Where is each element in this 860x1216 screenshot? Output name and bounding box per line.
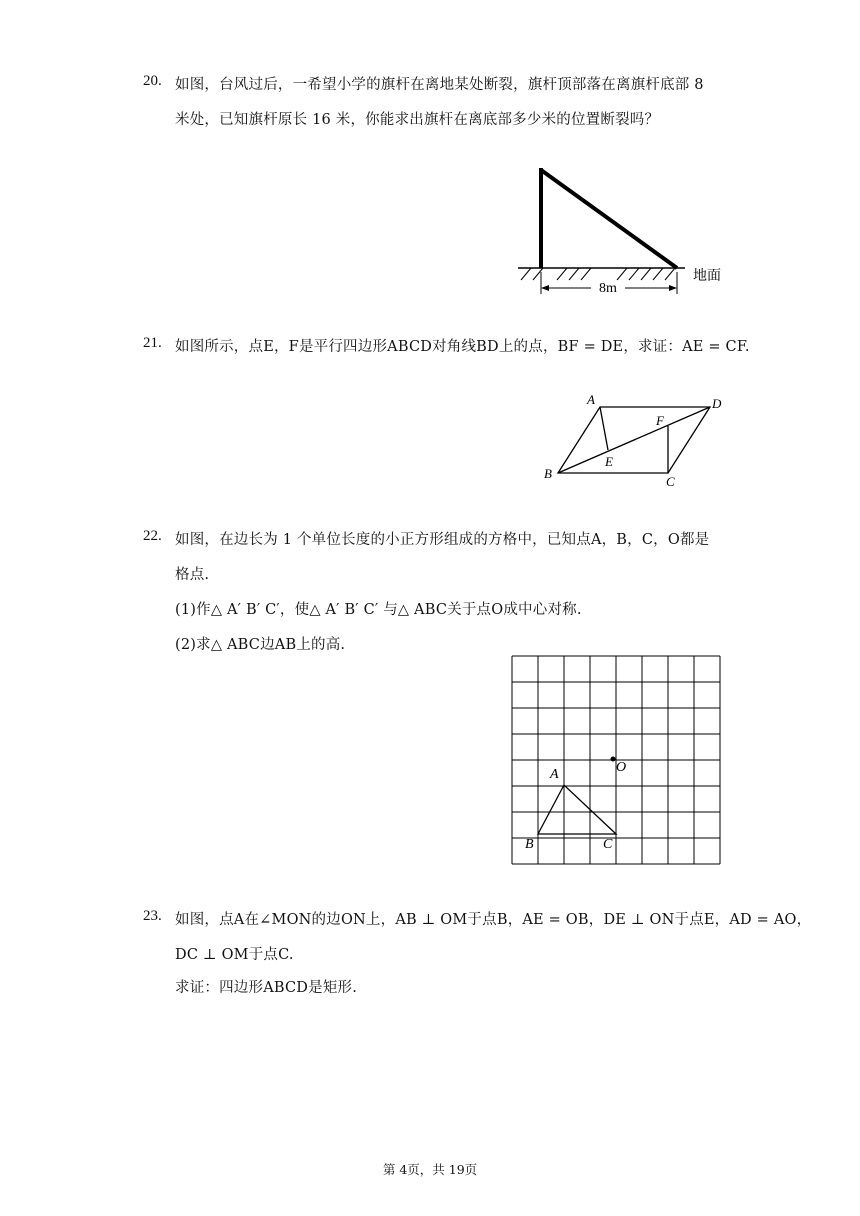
diagonal-BD	[558, 407, 710, 473]
question-text-line: 如图，台风过后，一希望小学的旗杆在离地某处断裂，旗杆顶部落在离旗杆底部 8	[175, 77, 704, 93]
segment-AE	[600, 407, 608, 450]
flagpole-broken-part	[541, 170, 677, 268]
question-number: 21.	[143, 335, 162, 351]
question-part: 求证：四边形ABCD是矩形.	[175, 980, 358, 996]
question-text-line: DC ⊥ OM于点C.	[175, 947, 294, 963]
question-text-line: 如图，在边长为 1 个单位长度的小正方形组成的方格中，已知点A，B，C，O都是	[175, 532, 710, 548]
question-text-line: 如图所示，点E，F是平行四边形ABCD对角线BD上的点，BF = DE，求证：AE = CF.	[175, 339, 750, 355]
question-number: 20.	[143, 73, 162, 89]
label-D: D	[712, 396, 722, 411]
label-F: F	[656, 413, 664, 428]
label-B: B	[525, 837, 534, 852]
label-O: O	[616, 760, 627, 775]
question-number: 23.	[143, 908, 162, 924]
label-A: A	[587, 392, 595, 407]
question-part: (1)作△ A′ B′ C′，使△ A′ B′ C′ 与△ ABC关于点O成中心对称.	[175, 602, 582, 618]
question-text-line: 格点.	[175, 567, 210, 583]
label-B: B	[544, 466, 552, 481]
question-text-line: 米处，已知旗杆原长 16 米，你能求出旗杆在离底部多少米的位置断裂吗？	[175, 112, 660, 128]
label-E: E	[605, 454, 613, 469]
label-C: C	[603, 837, 613, 852]
label-C: C	[666, 474, 675, 488]
flagpole-figure	[515, 160, 730, 300]
question-number: 22.	[143, 528, 162, 544]
triangle-ABC	[538, 785, 616, 834]
parallelogram-figure	[540, 388, 730, 488]
page-footer: 第 4页，共 19页	[382, 1162, 478, 1177]
distance-label: 8m	[599, 281, 617, 296]
point-O	[611, 757, 616, 762]
ground-label: 地面	[693, 268, 721, 284]
question-text-line: 如图，点A在∠MON的边ON上，AB ⊥ OM于点B，AE = OB，DE ⊥ ON于点E，AD = AO，	[175, 912, 812, 928]
grid-figure	[505, 650, 725, 865]
label-A: A	[550, 767, 559, 782]
question-part: (2)求△ ABC边AB上的高.	[175, 637, 346, 653]
ground-hatching	[521, 268, 675, 280]
